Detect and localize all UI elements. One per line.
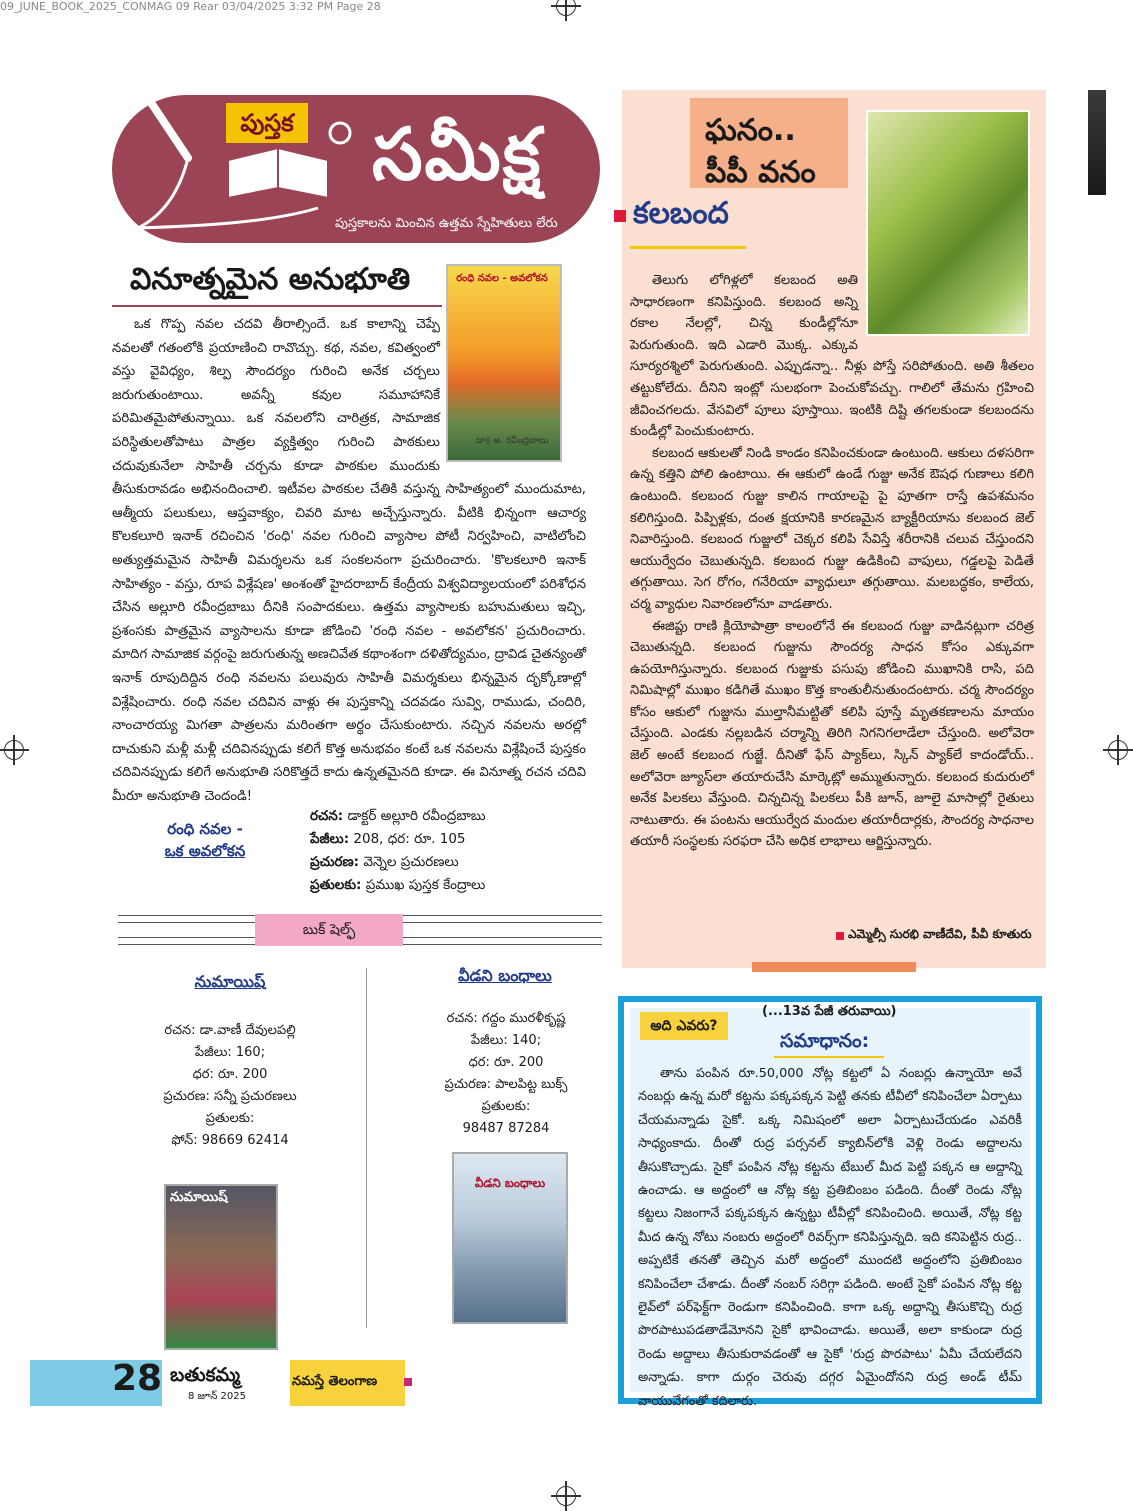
shelf-book-a-cover (164, 1184, 278, 1350)
registration-mark-icon (1108, 740, 1128, 760)
feature-byline: ఎమ్మెల్సీ సురభి వాణీదేవి, పీవీ కూతురు (848, 927, 1032, 941)
shelf-book-a-title: నుమాయిష్ (194, 972, 266, 991)
review-paragraph: ఒక గొప్ప నవల చదవి తీరాల్సిందే. ఒక కాలాన్ని చెప్పే నవలతో గతంలోకి ప్రయాణించి రావొచ్చు. కథ, నవల, కవిత్వంలో వస్తు వైవిధ్యం, శిల్ప సౌందర్యం గురించి అనేక చర్చలు జరుగుతుంటాయి. అవన్నీ కవుల సమూహానికే పరిమితమైపోతున్నాయి. ఒక నవలలోని చారిత్రక, సామాజిక పరిస్థితులతోపాటు పాత్రల వ్యక్తిత్వం గురించి పాఠకులు చదువుకునేలా సాహితీ చర్చను కూడా పాఠకుల ముందుకు తీసుకురావడం అభినందించాలి. ఇటీవల పాఠకుల చేతికి వస్తున్న సాహిత్యంలో ముందుమాట, ఆత్మీయ పలుకులు, ఆప్తవాక్యం, చివరి మాట అచ్చేస్తున్నారు. వీటికి భిన్నంగా ఆచార్య కొలకలూరి ఇనాక్ రచించిన 'రంధి' నవల గురించి వ్యాసాల పోటీ నిర్వహించి, వాటిలోంచి అత్యుత్తమమైన సాహితీ విమర్శలను ఒక సంకలనంగా ప్రచురించారు. 'కొలకలూరి ఇనాక్ సాహిత్యం - వస్తు, రూప విశ్లేషణ' అంశంతో హైదరాబాద్ కేంద్రీయ విశ్వవిద్యాలయంలో పరిశోధన చేసిన అల్లూరి రవీంద్రబాబు దీనికి సంపాదకులు. ఉత్తమ వ్యాసాలకు బహుమతులు ఇచ్చి, ప్రశంసకు పాత్రమైన వ్యాసాలను కూడా జోడించి 'రంధి నవల - అవలోకన' ప్రచురించారు. మాదిగ సామాజిక వర్గంపై జరుగుతున్న అణచివేత కథాంశంగా దళితోద్యమం, ద్రావిడ చైతన్యంతో ఇనాక్ రూపుదిద్దిన రంధి నవలను పలువురు సాహితీ విమర్శకులు భిన్నమైన దృక్కోణాల్లో విశ్లేషించారు. రంధి నవల చదివిన వాళ్లు ఈ పుస్తకాన్ని చదవడం సువ్వి, రాముడు, చందిరి, నాంచారయ్య మిగతా పాత్రలను మరింతగా అర్థం చేసుకుంటారు. నచ్చిన నవలను అరల్లో దాచుకుని మళ్లీ మళ్లీ చదివినప్పుడు కలిగే కొత్త అనుభవం కంటే ఒక నవలను విశ్లేషించే పుస్తకం చదివినప్పుడు కలిగే అనుభూతి సరికొత్తదే కాదు ఉన్నతమైనది కూడా. ఈ వినూత్న రచన చదివి మీరూ అనుభూతి చెందండి! (112, 317, 587, 804)
meta-row: పేజీలు: 208, ధర: రూ. 105 (310, 831, 466, 847)
subhead-marker-icon (614, 210, 626, 222)
meta-row: ప్రతులకు: ప్రముఖ పుస్తక కేంద్రాలు (310, 877, 486, 893)
shelf-book-b-meta: రచన: గద్దం మురళీకృష్ణ పేజీలు: 140; ధర: రూ. 200 ప్రచురణ: పాలపిట్ట బుక్స్ ప్రతులకు: 98487 87284 (444, 1011, 568, 1136)
meta-row: ప్రచురణ: వెన్నెల ప్రచురణలు (310, 854, 459, 870)
review-book-name-line1: రంధి నవల - (167, 820, 243, 838)
byline-marker-icon (836, 932, 844, 940)
panel-bottom-bar (752, 962, 916, 972)
footer-date: 8 జూన్ 2025 (188, 1391, 246, 1402)
shelf-book-b-title: వీడని బంధాలు (458, 966, 552, 985)
title-divider (112, 305, 442, 307)
answer-body (638, 1062, 1022, 1413)
banner-tag: పుస్తక (226, 103, 308, 143)
footer-brand: బతుకమ్మ (170, 1364, 241, 1386)
registration-mark-icon (4, 740, 24, 760)
registration-mark-icon (556, 1486, 576, 1506)
answer-title: సమాధానం: (780, 1030, 870, 1052)
answer-paragraph: తాను పంపిన రూ.50,000 నోట్ల కట్టలో ఏ నంబర్లు ఉన్నాయో అవే నంబర్లు ఉన్న మరో కట్టను పక్కపక్కన పెట్టి తనకు టీవీలో కనిపించేలా ఏర్పాటు చేయమన్నాడు సైకో. ఒక్క నిమిషంలో అలా ఏర్పాటుచేయడం ఎవరికీ సాధ్యంకాదు. దీంతో రుద్ర పర్సనల్ క్యాబిన్‌లోకి వెళ్లి రెండు అద్దాలను తీసుకొచ్చాడు. సైకో పంపిన నోట్ల కట్టను టేబుల్ మీద పెట్టి పక్కన ఆ అద్దాన్ని ఉంచాడు. ఆ అద్దంలో ఆ నోట్ల కట్ట ప్రతిబింబం పడింది. దీంతో రెండు నోట్ల కట్టలు నిజంగానే పక్కపక్కన ఉన్నట్టు టీవీల్లో కనిపించింది. అయితే, నోట్ల కట్ట మీద ఉన్న నోటు నంబరు అద్దంలో రివర్స్‌గా కనిపిస్తున్నది. ఇది కనిపెట్టిన రుద్ర.. అప్పటికే తనతో తెచ్చిన మరో అద్దంలో ముందటి అద్దంలోని ప్రతిబింబం కనిపించేలా చేశాడు. దీంతో నంబర్ సరిగ్గా పడింది. అంటే సైకో పంపిన నోట్ల కట్ట లైవ్‌లో పర్‌ఫెక్ట్‌గా రెండుగా కనిపించింది. కాగా ఒక్క అద్దాన్ని తీసుకొచ్చి రుద్ర పొరపాటుపడతాడేమోనని సైకో భావించాడు. అయితే, అలా కాకుండా రుద్ర రెండు అద్దాలు తీసుకురావడంతో ఆ సైకో 'రుద్ర పొరపాటు' ఏమీ చేయలేదని అన్నాడు. కాగా దుర్గం చెరువు దగ్గర ఏమైందోనని రుద్ర అండ్ టీమ్ వాయువేగంతో కదిలారు. (638, 1066, 1022, 1409)
review-book-name-line2: ఒక అవలోకన (164, 842, 246, 860)
side-strip (1088, 90, 1106, 195)
footer-paper: నమస్తే తెలంగాణ (292, 1374, 378, 1389)
feature-heading: ఘనం.. పీపీ వనం (705, 113, 816, 190)
feature-paragraph: తెలుగు లోగిళ్లలో కలబంద అతి సాధారణంగా కనిపిస్తుంది. కలబంద అన్ని రకాల నేలల్లో, చిన్న కుండీల్లోనూ పెరుగుతుంది. ఇది ఎడారి మొక్క. ఎక్కువ సూర్యరశ్మిలో పెరుగుతుంది. ఎప్పుడన్నా.. నీళ్లు పోస్తే సరిపోతుంది. అతి శీతలం తట్టుకోలేదు. దీనిని ఇంట్లో సులభంగా పెంచుకోవచ్చు. గాలిలో తేమను గ్రహించి జీవించగలదు. వేసవిలో పూలు పూస్తాయి. ఇంటికి దిష్టి తగలకుండా కలబందను కుండీల్లో పెంచుకుంటారు. (630, 273, 1034, 440)
shelf-book-a-meta: రచన: డా.వాణీ దేవులపల్లి పేజీలు: 160; ధర: రూ. 200 ప్రచురణ: సన్నీ ప్రచురణలు ప్రతులకు: ఫోన్: 98669 62414 (163, 1023, 297, 1148)
review-book-name (150, 818, 260, 862)
print-slug: 09_JUNE_BOOK_2025_CONMAG 09 Rear 03/04/2025 3:32 PM Page 28 (0, 0, 381, 13)
meta-row: రచన: డాక్టర్ అల్లూరి రవీంద్రబాబు (310, 808, 486, 824)
footer-dot-icon (404, 1378, 412, 1386)
answer-continued-ref: (...13వ పేజీ తరువాయి) (762, 1004, 897, 1019)
feature-body (630, 270, 1034, 853)
book-shelf-tag: బుక్ షెల్ఫ్ (255, 914, 403, 946)
banner-title: సమీక్ష (372, 112, 543, 196)
shelf-book-a-cover-title: నుమాయిష్ (170, 1190, 228, 1205)
feature-subheading: కలబంద (633, 196, 729, 231)
feature-paragraph: కలబంద ఆకులతో నిండి కాండం కనిపించకుండా ఉంటుంది. ఆకులు దళసరిగా ఉన్న కత్తిని పోలి ఉంటాయి. ఈ ఆకులో ఉండే గుజ్జు అనేక ఔషధ గుణాలు కలిగి ఉంటుంది. కలబంద గుజ్జు కాలిన గాయాలపై పై పూతగా రాస్తే ఉపశమనం కలిగిస్తుంది. పిప్పిళ్లకు, దంత క్షయానికి కారణమైన బ్యాక్టీరియాను కలబంద జెల్ నివారిస్తుంది. కలబంద గుజ్జులో చెక్కర కలిపి సేవిస్తే శరీరానికి చలువ చేస్తుందని ఆయుర్వేదం చెబుతున్నది. కలబంద గుజ్జు ఉడికించి వాపులు, గడ్డలపై పెడితే తగ్గుతాయి. సెగ రోగం, గనేరియా వ్యాధులూ తగ్గుతాయి. మలబద్ధకం, కాలేయ, చర్మ వ్యాధుల నివారణలోనూ వాడతారు. (630, 445, 1034, 612)
registration-mark-icon (556, 0, 576, 16)
review-title: వినూత్నమైన అనుభూతి (130, 262, 411, 297)
book-cover-author: డా॥ అ. రవీంద్రబాబు (475, 436, 549, 446)
answer-title-underline (774, 1056, 884, 1058)
page-number: 28 (112, 1358, 163, 1399)
review-book-meta (310, 805, 486, 897)
shelf-book-b-cover-title: వీడని బంధాలు (474, 1176, 546, 1190)
column-divider (366, 968, 367, 1328)
banner-subtitle: పుస్తకాలను మించిన ఉత్తమ స్నేహితులు లేరు (335, 216, 558, 231)
subhead-underline (630, 246, 746, 249)
feature-paragraph: ఈజిప్టు రాణి క్లియోపాత్రా కాలంలోనే ఈ కలబంద గుజ్జు వాడినట్లుగా చరిత్ర చెబుతున్నది. కలబంద గుజ్జును సౌందర్య సాధన కోసం ఎక్కువగా ఉపయోగిస్తున్నారు. కలబంద గుజ్జుకు పసుపు జోడించి ముఖానికి రాసి, పది నిమిషాల్లో ముఖం కడిగితే ముఖం కొత్త కాంతులీనుతుందంటారు. చర్మ సౌందర్యం కోసం ఆకులో గుజ్జును ముల్తానీమట్టితో కలిపి పూస్తే మృతకణాలను మాయం చేస్తుంది. ఎండకు నల్లబడిన చర్మాన్ని తిరిగి నిగనిగలాడేలా చేస్తుంది. అలోవెరా జెల్ అంటే కలబంద గుజ్జే. దీనితో ఫేస్ ప్యాక్‌లు, స్కిన్ ప్యాక్‌లే కాదండోయ్.. అలోవెరా జ్యూస్‌లా తయారుచేసి మార్కెట్లో అమ్ముతున్నారు. కలబంద కుదురులో అనేక పిలకలు వేస్తుంది. చిన్నచిన్న పిలకలు పీకి జూన్, జూలై మాసాల్లో రైతులు నాటుతారు. ఈ పంటను ఆయుర్వేద మందుల తయారీదార్లకు, సౌందర్య సాధనాల తయారీ సంస్థలకు సరఫరా చేసి అధిక లాభాలు ఆర్జిస్తున్నారు. (630, 618, 1034, 850)
answer-tag: అది ఎవరు? (640, 1012, 728, 1040)
book-cover-title: రంధి నవల - అవలోకన (456, 273, 548, 284)
review-body (112, 313, 586, 808)
